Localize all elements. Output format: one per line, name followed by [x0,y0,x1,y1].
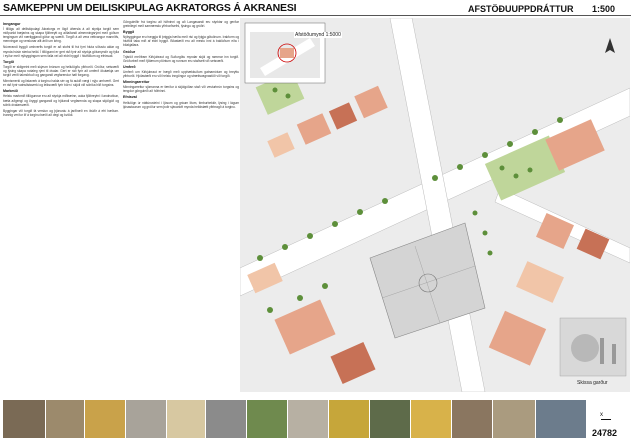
col1-para-3: Torgið er skilgreint með skýrum brúnum og hellulögðu yfirborði. Gróður, setsvæði og lýsing skapa notaleg rými til dvalar. Gert er ráð fyrir að umferð ökutækja um torgið verði takmörkuð og gangandi vegfarendur hafi forgang. [3,64,119,78]
col2-para-5: Minningarreitur sjómanna er færður á skjólgóðan stað við vesturbrún torgsins og tengdur gönguleið að höfninni. [123,85,239,94]
col1-para-1: Í tillögu að deiliskipulagi Akratorgs er lögð áhersla á að styrkja torgið sem miðpunkt bæjarins og skapa fjölbreytt og aðlaðandi almenningsrými með góðum tengingum við nærliggjandi götur og svæði. Torgið á að vera vettvangur mannlífs, menningar og verslunar allt árið um kring. [3,27,119,44]
text-column-1 [3,20,119,392]
plan-scale: 1:500 [592,4,616,14]
col2-heading-4: Minningarreitur [123,80,150,85]
col2-heading-1: Byggð [123,30,135,35]
col1-heading-1: Inngangur [3,22,21,26]
col2-para-3: Trjáröð meðfram Kirkjubraut og Suðurgötu myndar skjól og rammar inn torgið. Gróðurbeð með fjölærum plöntum og runnum eru staðsett við setsvæði. [123,54,239,63]
col2-para-1: Gönguleiðir frá torginu að höfninni og að Langasandi eru styrktar og gerðar greinilegri með samræmdu yfirborðsefni, lýsingu og gróðri. [123,20,239,29]
material-photo [85,400,125,438]
col1-heading-3: Markmið [3,89,18,94]
col1-para-4: Minnismerki og listaverk á torginu halda sér og fá aukið vægi í nýju umhverfi. Gert er ráð fyrir vatnslistaverki og leiksvæði fyrir börn í skjóli við sólríka hlið torgsins. [3,79,119,88]
section-title: AFSTÖÐUUPPDRÁTTUR [468,4,574,14]
material-photo [167,400,205,438]
material-photo [411,400,451,438]
inset-map-label: Afstöðumynd 1:5000 [295,32,341,38]
scale-mark-label: x [600,412,603,418]
sketch-caption: Skissa garður [577,380,608,386]
col2-heading-3: Umferð [123,64,136,69]
scale-mark [600,412,603,418]
material-photo [452,400,492,438]
scale-bar [601,419,611,420]
col2-heading-2: Gróður [123,49,136,54]
col1-heading-2: Torgið [3,59,14,64]
material-photo [329,400,369,438]
material-photo [493,400,535,438]
col1-para-6: Byggingar við torgið fá verslun og þjónustu á jarðhæð en íbúðir á efri hæðum. Þannig verður líf á torginu bæði að degi og kvöldi. [3,108,119,117]
col2-para-4: Umferð um Kirkjubraut er hægð með upphækkuðum gatnamótum og breyttu yfirborði. Hjólastæði eru við helstu inngöngur og strætisvagnastöð við torgið. [123,69,239,79]
col2-para-2: Nýbyggingar eru tveggja til þriggja hæða með risi og fylgja götulínum. Þakform og hlutföll taka mið af eldri byggð. Bílastæði eru að mestu inni á baklóðum eða í bílakjallara. [123,35,239,48]
material-photo [247,400,287,438]
col1-para-5: Helstu markmið tillögunnar eru að styrkja miðbæinn, auka fjölbreytni í landnotkun, bæta aðgengi og öryggi gangandi og hjólandi vegfarenda og skapa skjólgóð og sólrík dvalarsvæði. [3,94,119,107]
entry-number: 24782 [592,428,618,438]
material-photo [3,400,45,438]
material-photo [370,400,410,438]
text-column-2 [123,20,239,392]
col2-heading-5: Efnisval [123,95,137,100]
col2-para-6: Hellulögn úr náttúrusteini í ljósum og gráum litum, timburbekkir, lýsing í lágum ljósastaurum og gróður sem þolir sjávarloft mynda heildstætt yfirbragð á torginu. [123,100,239,109]
material-photo [288,400,328,438]
material-photo [206,400,246,438]
page-title: SAMKEPPNI UM DEILISKIPULAG AKRATORGS Á AKRANESI [3,2,297,14]
material-photo [536,400,586,438]
material-photo [46,400,84,438]
col1-para-2: Núverandi byggð umhverfis torgið er að stofni til frá fyrri hluta síðustu aldar og mynda húsin sterka heild. Í tillögunni er gert ráð fyrir að styrkja götumyndir og fylla í eyður með nýbyggingum sem falla vel að eldri byggð í hlutföllum og efnisvali. [3,45,119,58]
header-divider [0,15,631,16]
site-plan [240,18,630,392]
material-photo [126,400,166,438]
garden-sketch [560,318,626,376]
